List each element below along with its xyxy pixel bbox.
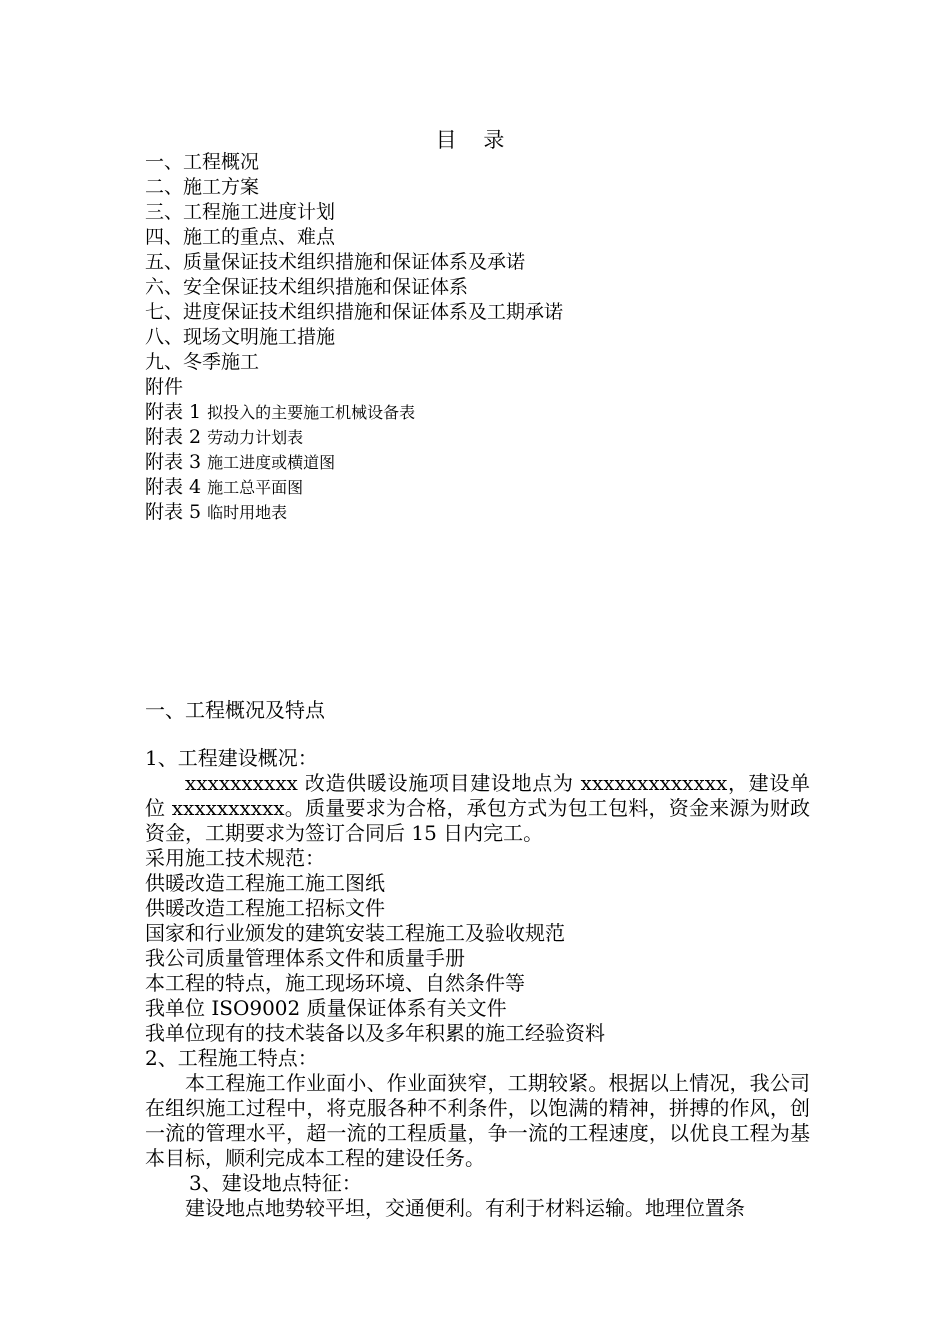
appendix-item [145, 500, 563, 525]
subsection-heading: 3、建设地点特征： [189, 1171, 362, 1195]
appendix-item [145, 475, 563, 500]
appendix-name: 施工总平面图 [207, 478, 304, 497]
appendix-label: 附表 1 [145, 401, 202, 423]
appendix-item [145, 425, 563, 450]
norm-item: 国家和行业颁发的建筑安装工程施工及验收规范 [145, 921, 565, 945]
section-body [145, 696, 810, 1221]
toc-title: 目 录 [435, 128, 515, 152]
appendix-name: 施工进度或横道图 [207, 453, 336, 472]
norms-heading: 采用施工技术规范： [145, 846, 325, 870]
toc-item: 二、施工方案 [145, 176, 260, 198]
appendix-label: 附表 5 [145, 501, 202, 523]
toc-item: 一、工程概况 [145, 151, 260, 173]
paragraph: 建设地点地势较平坦，交通便利。有利于材料运输。地理位置条 [185, 1196, 745, 1220]
subsection-heading: 2、工程施工特点： [145, 1046, 318, 1070]
toc-item: 七、进度保证技术组织措施和保证体系及工期承诺 [145, 301, 564, 323]
toc-item: 五、质量保证技术组织措施和保证体系及承诺 [145, 251, 526, 273]
norm-item: 供暖改造工程施工施工图纸 [145, 871, 385, 895]
appendix-label: 附表 2 [145, 426, 202, 448]
toc-item: 六、安全保证技术组织措施和保证体系 [145, 276, 469, 298]
appendix-name: 劳动力计划表 [207, 428, 304, 447]
norm-item: 供暖改造工程施工招标文件 [145, 896, 385, 920]
section-heading: 一、工程概况及特点 [145, 698, 325, 722]
appendix-label: 附表 3 [145, 451, 202, 473]
table-of-contents [145, 150, 563, 525]
norm-item: 我单位现有的技术装备以及多年积累的施工经验资料 [145, 1021, 605, 1045]
norm-item: 我单位 ISO9002 质量保证体系有关文件 [145, 996, 507, 1020]
toc-item: 附件 [145, 376, 184, 398]
toc-item: 四、施工的重点、难点 [145, 226, 336, 248]
appendix-name: 临时用地表 [207, 503, 288, 522]
paragraph: 本工程施工作业面小、作业面狭窄，工期较紧。根据以上情况，我公司在组织施工过程中，将克服各种不利条件，以饱满的精神，拼搏的作风，创一流的管理水平，超一流的工程质量，争一流的工程速度，以优良工程为基本目标，顺利完成本工程的建设任务。 [145, 1071, 810, 1170]
appendix-name: 拟投入的主要施工机械设备表 [207, 403, 416, 422]
norm-item: 我公司质量管理体系文件和质量手册 [145, 946, 465, 970]
toc-item: 八、现场文明施工措施 [145, 326, 336, 348]
toc-item: 九、冬季施工 [145, 351, 260, 373]
appendix-item [145, 400, 563, 425]
subsection-heading: 1、工程建设概况： [145, 746, 318, 770]
appendix-item [145, 450, 563, 475]
norm-item: 本工程的特点，施工现场环境、自然条件等 [145, 971, 525, 995]
toc-item: 三、工程施工进度计划 [145, 201, 336, 223]
appendix-label: 附表 4 [145, 476, 202, 498]
paragraph: xxxxxxxxxx 改造供暖设施项目建设地点为 xxxxxxxxxxxxx，建设单位 xxxxxxxxxx。质量要求为合格，承包方式为包工包料，资金来源为财政资金，工期要求为签订合同后 15 日内完工。 [145, 771, 810, 845]
